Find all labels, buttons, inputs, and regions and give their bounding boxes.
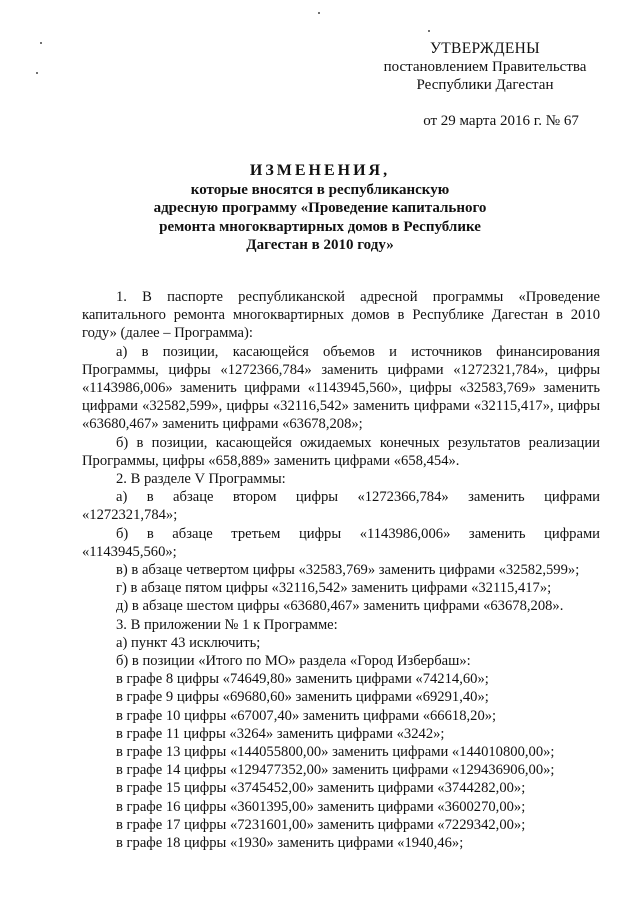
list-item: в графе 15 цифры «3745452,00» заменить цифрами «3744282,00»; <box>116 780 526 797</box>
approval-line: Республики Дагестан <box>416 77 554 93</box>
paragraph-2a-line1: а) в абзаце втором цифры «1272366,784» заменить цифрами <box>116 489 600 506</box>
approval-line: постановлением Правительства <box>383 59 587 75</box>
paragraph-3a: а) пункт 43 исключить; <box>116 634 261 651</box>
paragraph-2b-line1: б) в абзаце третьем цифры «1143986,006» заменить цифрами <box>116 525 600 542</box>
scan-speck <box>318 12 320 14</box>
list-item: в графе 8 цифры «74649,80» заменить цифрами «74214,60»; <box>116 671 489 688</box>
list-item: в графе 11 цифры «3264» заменить цифрами «3242»; <box>116 725 445 742</box>
paragraph-2: 2. В разделе V Программы: <box>116 471 286 488</box>
title-main: ИЗМЕНЕНИЯ, <box>249 162 391 179</box>
paragraph-2a-line2: «1272321,784»; <box>82 507 178 524</box>
list-item: в графе 10 цифры «67007,40» заменить цифрами «66618,20»; <box>116 707 497 724</box>
paragraph-3b: б) в позиции «Итого по МО» раздела «Город Избербаш»: <box>116 653 471 670</box>
paragraph-2d: г) в абзаце пятом цифры «32116,542» заменить цифрами «32115,417»; <box>116 580 552 597</box>
paragraph-1a: а) в позиции, касающейся объемов и источников финансирования Программы, цифры «1272366,784» заменить цифрами «1272321,784», цифры «1143986,006» заменить цифрами «1143945,560», цифры «32583,769» заменить цифрами «32582,599», цифры «32116,542» заменить цифрами «32115,417», цифры «63680,467» заменить цифрами «63678,208»; <box>82 343 600 433</box>
list-item: в графе 17 цифры «7231601,00» заменить цифрами «7229342,00»; <box>116 816 526 833</box>
scan-speck <box>40 42 42 44</box>
approval-heading: УТВЕРЖДЕНЫ <box>430 40 540 57</box>
scan-speck <box>36 72 38 74</box>
paragraph-2e: д) в абзаце шестом цифры «63680,467» заменить цифрами «63678,208». <box>116 598 564 615</box>
approval-date: от 29 марта 2016 г. № 67 <box>423 113 579 129</box>
paragraph-2c: в) в абзаце четвертом цифры «32583,769» заменить цифрами «32582,599»; <box>116 562 580 579</box>
document-body <box>82 288 600 852</box>
list-item: в графе 18 цифры «1930» заменить цифрами «1940,46»; <box>116 835 464 852</box>
title-line: адресную программу «Проведение капитального <box>153 200 487 216</box>
title-line: которые вносятся в республиканскую <box>190 181 450 198</box>
approval-block <box>360 40 610 130</box>
title-line: Дагестан в 2010 году» <box>246 237 394 253</box>
paragraph-3: 3. В приложении № 1 к Программе: <box>116 616 338 633</box>
title-line: ремонта многоквартирных домов в Республике <box>159 218 481 235</box>
scan-speck <box>428 30 430 32</box>
list-item: в графе 9 цифры «69680,60» заменить цифрами «69291,40»; <box>116 689 489 706</box>
list-item: в графе 16 цифры «3601395,00» заменить цифрами «3600270,00»; <box>116 798 526 815</box>
document-title <box>90 162 550 255</box>
list-item: в графе 14 цифры «129477352,00» заменить цифрами «129436906,00»; <box>116 762 555 779</box>
paragraph-1: 1. В паспорте республиканской адресной программы «Проведение капитального ремонта многоквартирных домов в Республике Дагестан в 2010 году» (далее – Программа): <box>82 289 600 342</box>
paragraph-2b-line2: «1143945,560»; <box>82 543 177 560</box>
list-item: в графе 13 цифры «144055800,00» заменить цифрами «144010800,00»; <box>116 744 555 761</box>
paragraph-1b: б) в позиции, касающейся ожидаемых конечных результатов реализации Программы, цифры «658,889» заменить цифрами «658,454». <box>82 434 600 469</box>
